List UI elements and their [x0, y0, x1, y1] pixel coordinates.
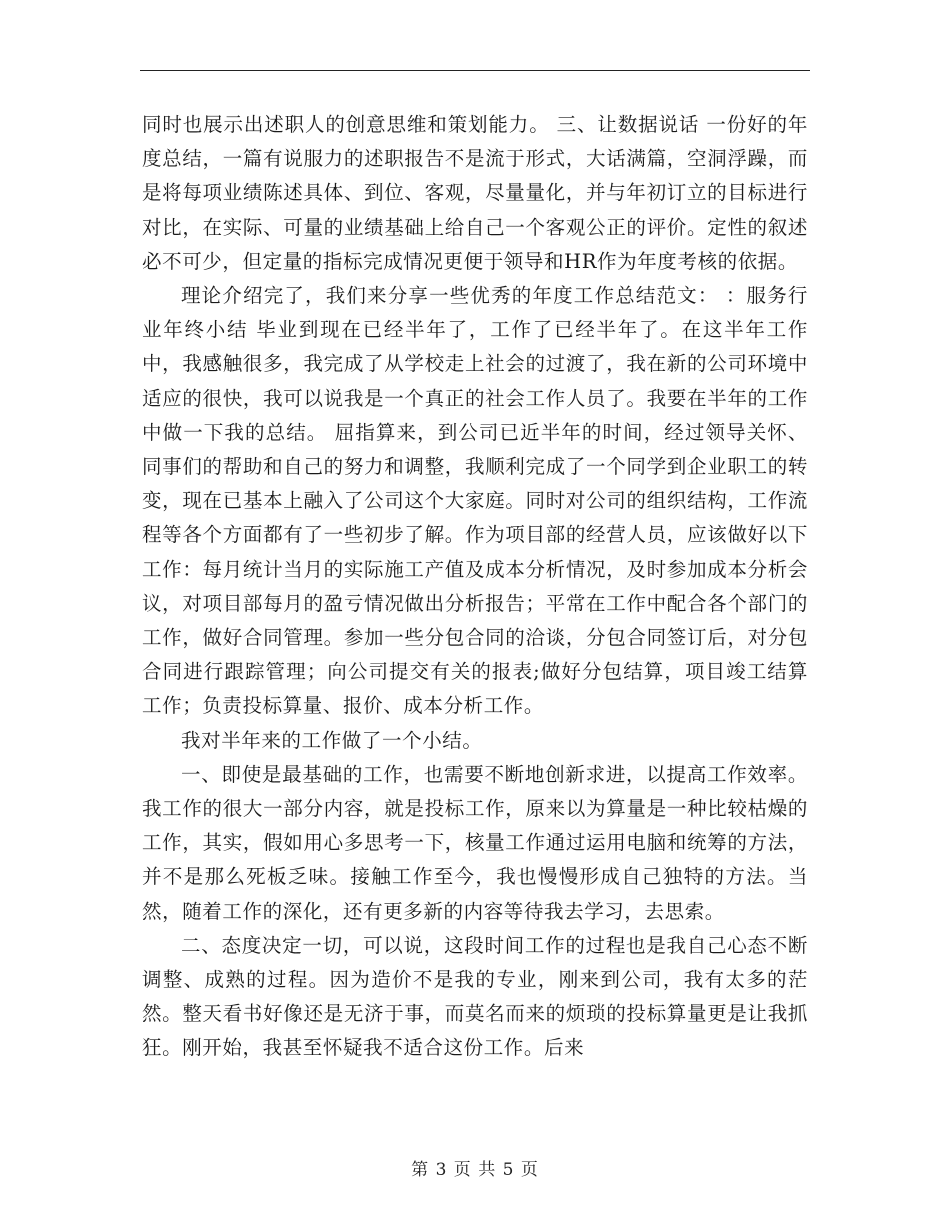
paragraph-5: 二、态度决定一切，可以说，这段时间工作的过程也是我自己心态不断调整、成熟的过程。因为造价不是我的专业，刚来到公司，我有太多的茫然。整天看书好像还是无济于事，而莫名而来的烦琐的投标算量更是让我抓狂。刚开始，我甚至怀疑我不适合这份工作。后来: [142, 933, 808, 1060]
paragraph-2: 理论介绍完了，我们来分享一些优秀的年度工作总结范文： ：服务行业年终小结 毕业到现在已经半年了，工作了已经半年了。在这半年工作中，我感触很多，我完成了从学校走上社会的过渡了，我在新的公司环境中适应的很快，我可以说我是一个真正的社会工作人员了。我要在半年的工作中做一下我的总结。 屈指算来，到公司已近半年的时间，经过领导关怀、同事们的帮助和自己的努力和调整，我顺利完成了一个同学到企业职工的转变，现在已基本上融入了公司这个大家庭。同时对公司的组织结构，工作流程等各个方面都有了一些初步了解。作为项目部的经营人员，应该做好以下工作：每月统计当月的实际施工产值及成本分析情况，及时参加成本分析会议，对项目部每月的盈亏情况做出分析报告；平常在工作中配合各个部门的工作，做好合同管理。参加一些分包合同的洽谈，分包合同签订后，对分包合同进行跟踪管理；向公司提交有关的报表;做好分包结算，项目竣工结算工作；负责投标算量、报价、成本分析工作。: [142, 284, 808, 718]
paragraph-4: 一、即使是最基础的工作，也需要不断地创新求进，以提高工作效率。我工作的很大一部分内容，就是投标工作，原来以为算量是一种比较枯燥的工作，其实，假如用心多思考一下，核量工作通过运用电脑和统筹的方法，并不是那么死板乏味。接触工作至今，我也慢慢形成自己独特的方法。当然，随着工作的深化，还有更多新的内容等待我去学习，去思索。: [142, 762, 808, 923]
header-rule: [140, 70, 810, 71]
page-number-footer: 第 3 页 共 5 页: [411, 1160, 539, 1180]
paragraph-1: 同时也展示出述职人的创意思维和策划能力。 三、让数据说话 一份好的年度总结，一篇有说服力的述职报告不是流于形式，大话满篇，空洞浮躁，而是将每项业绩陈述具体、到位、客观，尽量量化，并与年初订立的目标进行对比，在实际、可量的业绩基础上给自己一个客观公正的评价。定性的叙述必不可少，但定量的指标完成情况更便于领导和HR作为年度考核的依据。: [142, 113, 808, 273]
document-body: [142, 108, 808, 1066]
paragraph-3: 我对半年来的工作做了一个小结。: [181, 728, 483, 752]
